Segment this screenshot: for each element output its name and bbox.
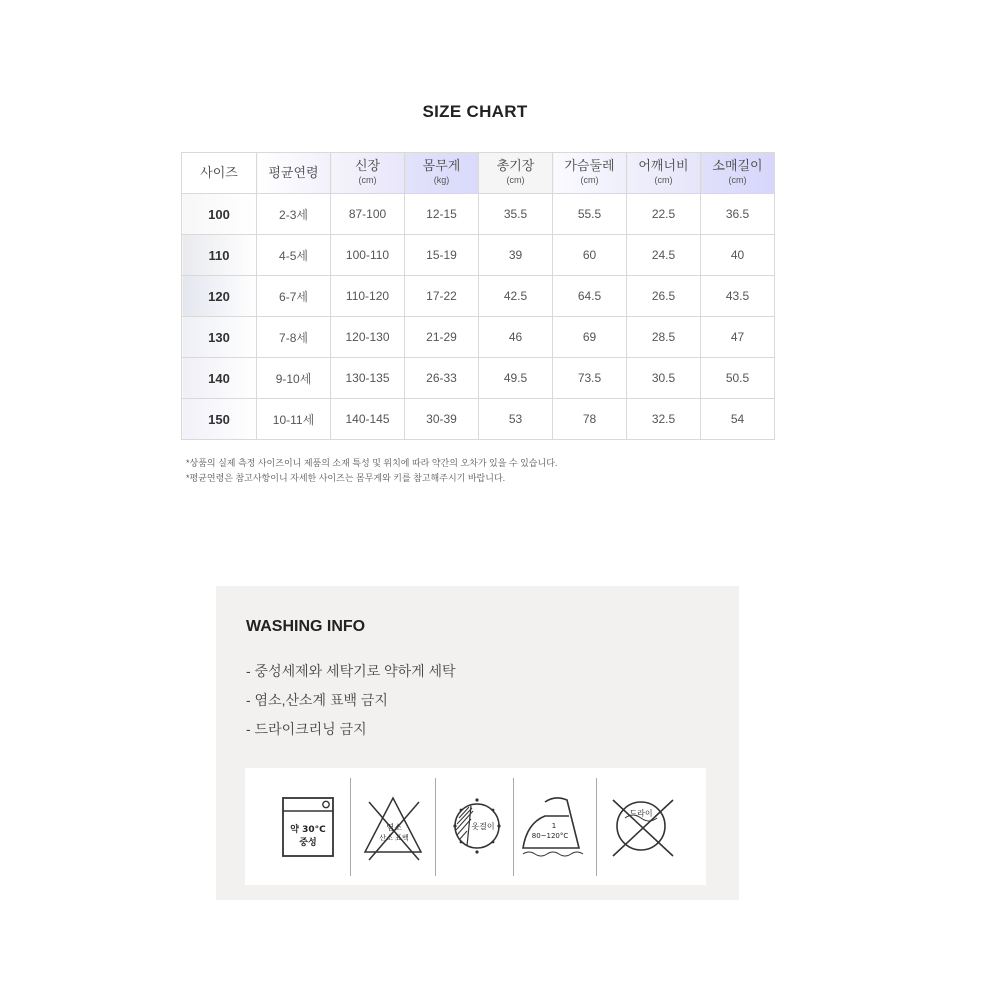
table-cell: 43.5 xyxy=(701,276,775,317)
iron-level-label: 1 xyxy=(551,822,557,830)
size-cell: 100 xyxy=(182,194,257,235)
table-cell: 78 xyxy=(553,399,627,440)
iron-icon xyxy=(519,778,593,875)
bleach-label: 표백 xyxy=(395,834,409,842)
size-chart-title: SIZE CHART xyxy=(422,102,528,121)
table-cell: 30-39 xyxy=(405,399,479,440)
header-chest: 가슴둘레 (cm) xyxy=(553,153,627,194)
table-cell: 60 xyxy=(553,235,627,276)
size-chart-notes xyxy=(186,456,557,486)
table-cell: 120-130 xyxy=(331,317,405,358)
header-age: 평균연령 xyxy=(257,153,331,194)
table-row xyxy=(182,194,775,235)
hanger-dry-label: 옷걸이 xyxy=(471,822,495,831)
table-cell: 110-120 xyxy=(331,276,405,317)
table-cell: 100-110 xyxy=(331,235,405,276)
icon-divider xyxy=(513,778,514,876)
table-cell: 40 xyxy=(701,235,775,276)
bleach-oxygen-label: 산소 xyxy=(379,834,393,842)
table-row xyxy=(182,235,775,276)
washing-info-title: WASHING INFO xyxy=(246,618,366,635)
wash-temp-label: 약 30°C xyxy=(290,825,326,835)
table-cell: 46 xyxy=(479,317,553,358)
iron-temp-label: 80~120°C xyxy=(531,832,569,840)
washing-instruction-item: - 드라이크리닝 금지 xyxy=(246,721,367,737)
table-cell: 35.5 xyxy=(479,194,553,235)
header-weight: 몸무게 (kg) xyxy=(405,153,479,194)
table-cell: 39 xyxy=(479,235,553,276)
table-cell: 55.5 xyxy=(553,194,627,235)
bleach-chlorine-label: 염소 xyxy=(386,823,402,832)
header-size: 사이즈 xyxy=(182,153,257,194)
washing-instruction-item: - 염소,산소계 표백 금지 xyxy=(246,692,388,708)
table-cell: 10-11세 xyxy=(257,399,331,440)
no-dry-clean-icon xyxy=(605,778,681,875)
washing-instructions xyxy=(246,661,456,748)
size-cell: 150 xyxy=(182,399,257,440)
table-cell: 53 xyxy=(479,399,553,440)
table-cell: 24.5 xyxy=(627,235,701,276)
table-cell: 26.5 xyxy=(627,276,701,317)
table-cell: 26-33 xyxy=(405,358,479,399)
table-cell: 49.5 xyxy=(479,358,553,399)
size-chart-table xyxy=(181,152,775,440)
table-cell: 2-3세 xyxy=(257,194,331,235)
size-cell: 110 xyxy=(182,235,257,276)
table-header-row xyxy=(182,153,775,194)
care-symbols-panel xyxy=(245,768,706,885)
table-cell: 64.5 xyxy=(553,276,627,317)
table-row xyxy=(182,399,775,440)
table-cell: 69 xyxy=(553,317,627,358)
table-cell: 32.5 xyxy=(627,399,701,440)
table-cell: 30.5 xyxy=(627,358,701,399)
note-line: *상품의 실제 측정 사이즈이니 제품의 소재 특성 및 위치에 따라 약간의 오차가 있을 수 있습니다. xyxy=(186,458,558,468)
table-cell: 87-100 xyxy=(331,194,405,235)
table-row xyxy=(182,317,775,358)
header-length: 총기장 (cm) xyxy=(479,153,553,194)
table-cell: 36.5 xyxy=(701,194,775,235)
icon-divider xyxy=(350,778,351,876)
shade-dry-icon xyxy=(445,778,509,875)
table-row xyxy=(182,358,775,399)
icon-divider xyxy=(596,778,597,876)
icon-divider xyxy=(435,778,436,876)
table-cell: 22.5 xyxy=(627,194,701,235)
table-cell: 4-5세 xyxy=(257,235,331,276)
table-cell: 7-8세 xyxy=(257,317,331,358)
dry-clean-label: 드라이 xyxy=(629,809,653,818)
table-cell: 50.5 xyxy=(701,358,775,399)
note-line: *평균연령은 참고사항이니 자세한 사이즈는 몸무게와 키를 참고해주시기 바랍니다. xyxy=(186,473,506,483)
header-height: 신장 (cm) xyxy=(331,153,405,194)
table-cell: 130-135 xyxy=(331,358,405,399)
table-cell: 9-10세 xyxy=(257,358,331,399)
table-cell: 21-29 xyxy=(405,317,479,358)
size-cell: 120 xyxy=(182,276,257,317)
table-cell: 47 xyxy=(701,317,775,358)
washing-instruction-item: - 중성세제와 세탁기로 약하게 세탁 xyxy=(246,663,456,679)
header-sleeve: 소매길이 (cm) xyxy=(701,153,775,194)
size-cell: 140 xyxy=(182,358,257,399)
table-cell: 54 xyxy=(701,399,775,440)
table-cell: 73.5 xyxy=(553,358,627,399)
table-cell: 12-15 xyxy=(405,194,479,235)
machine-wash-icon xyxy=(277,778,337,875)
header-shoulder: 어깨너비 (cm) xyxy=(627,153,701,194)
no-bleach-icon xyxy=(361,778,425,875)
table-cell: 15-19 xyxy=(405,235,479,276)
table-cell: 6-7세 xyxy=(257,276,331,317)
table-cell: 17-22 xyxy=(405,276,479,317)
table-row xyxy=(182,276,775,317)
table-cell: 42.5 xyxy=(479,276,553,317)
washing-info-panel xyxy=(216,586,739,900)
size-cell: 130 xyxy=(182,317,257,358)
table-cell: 28.5 xyxy=(627,317,701,358)
table-cell: 140-145 xyxy=(331,399,405,440)
wash-detergent-label: 중성 xyxy=(299,838,317,848)
